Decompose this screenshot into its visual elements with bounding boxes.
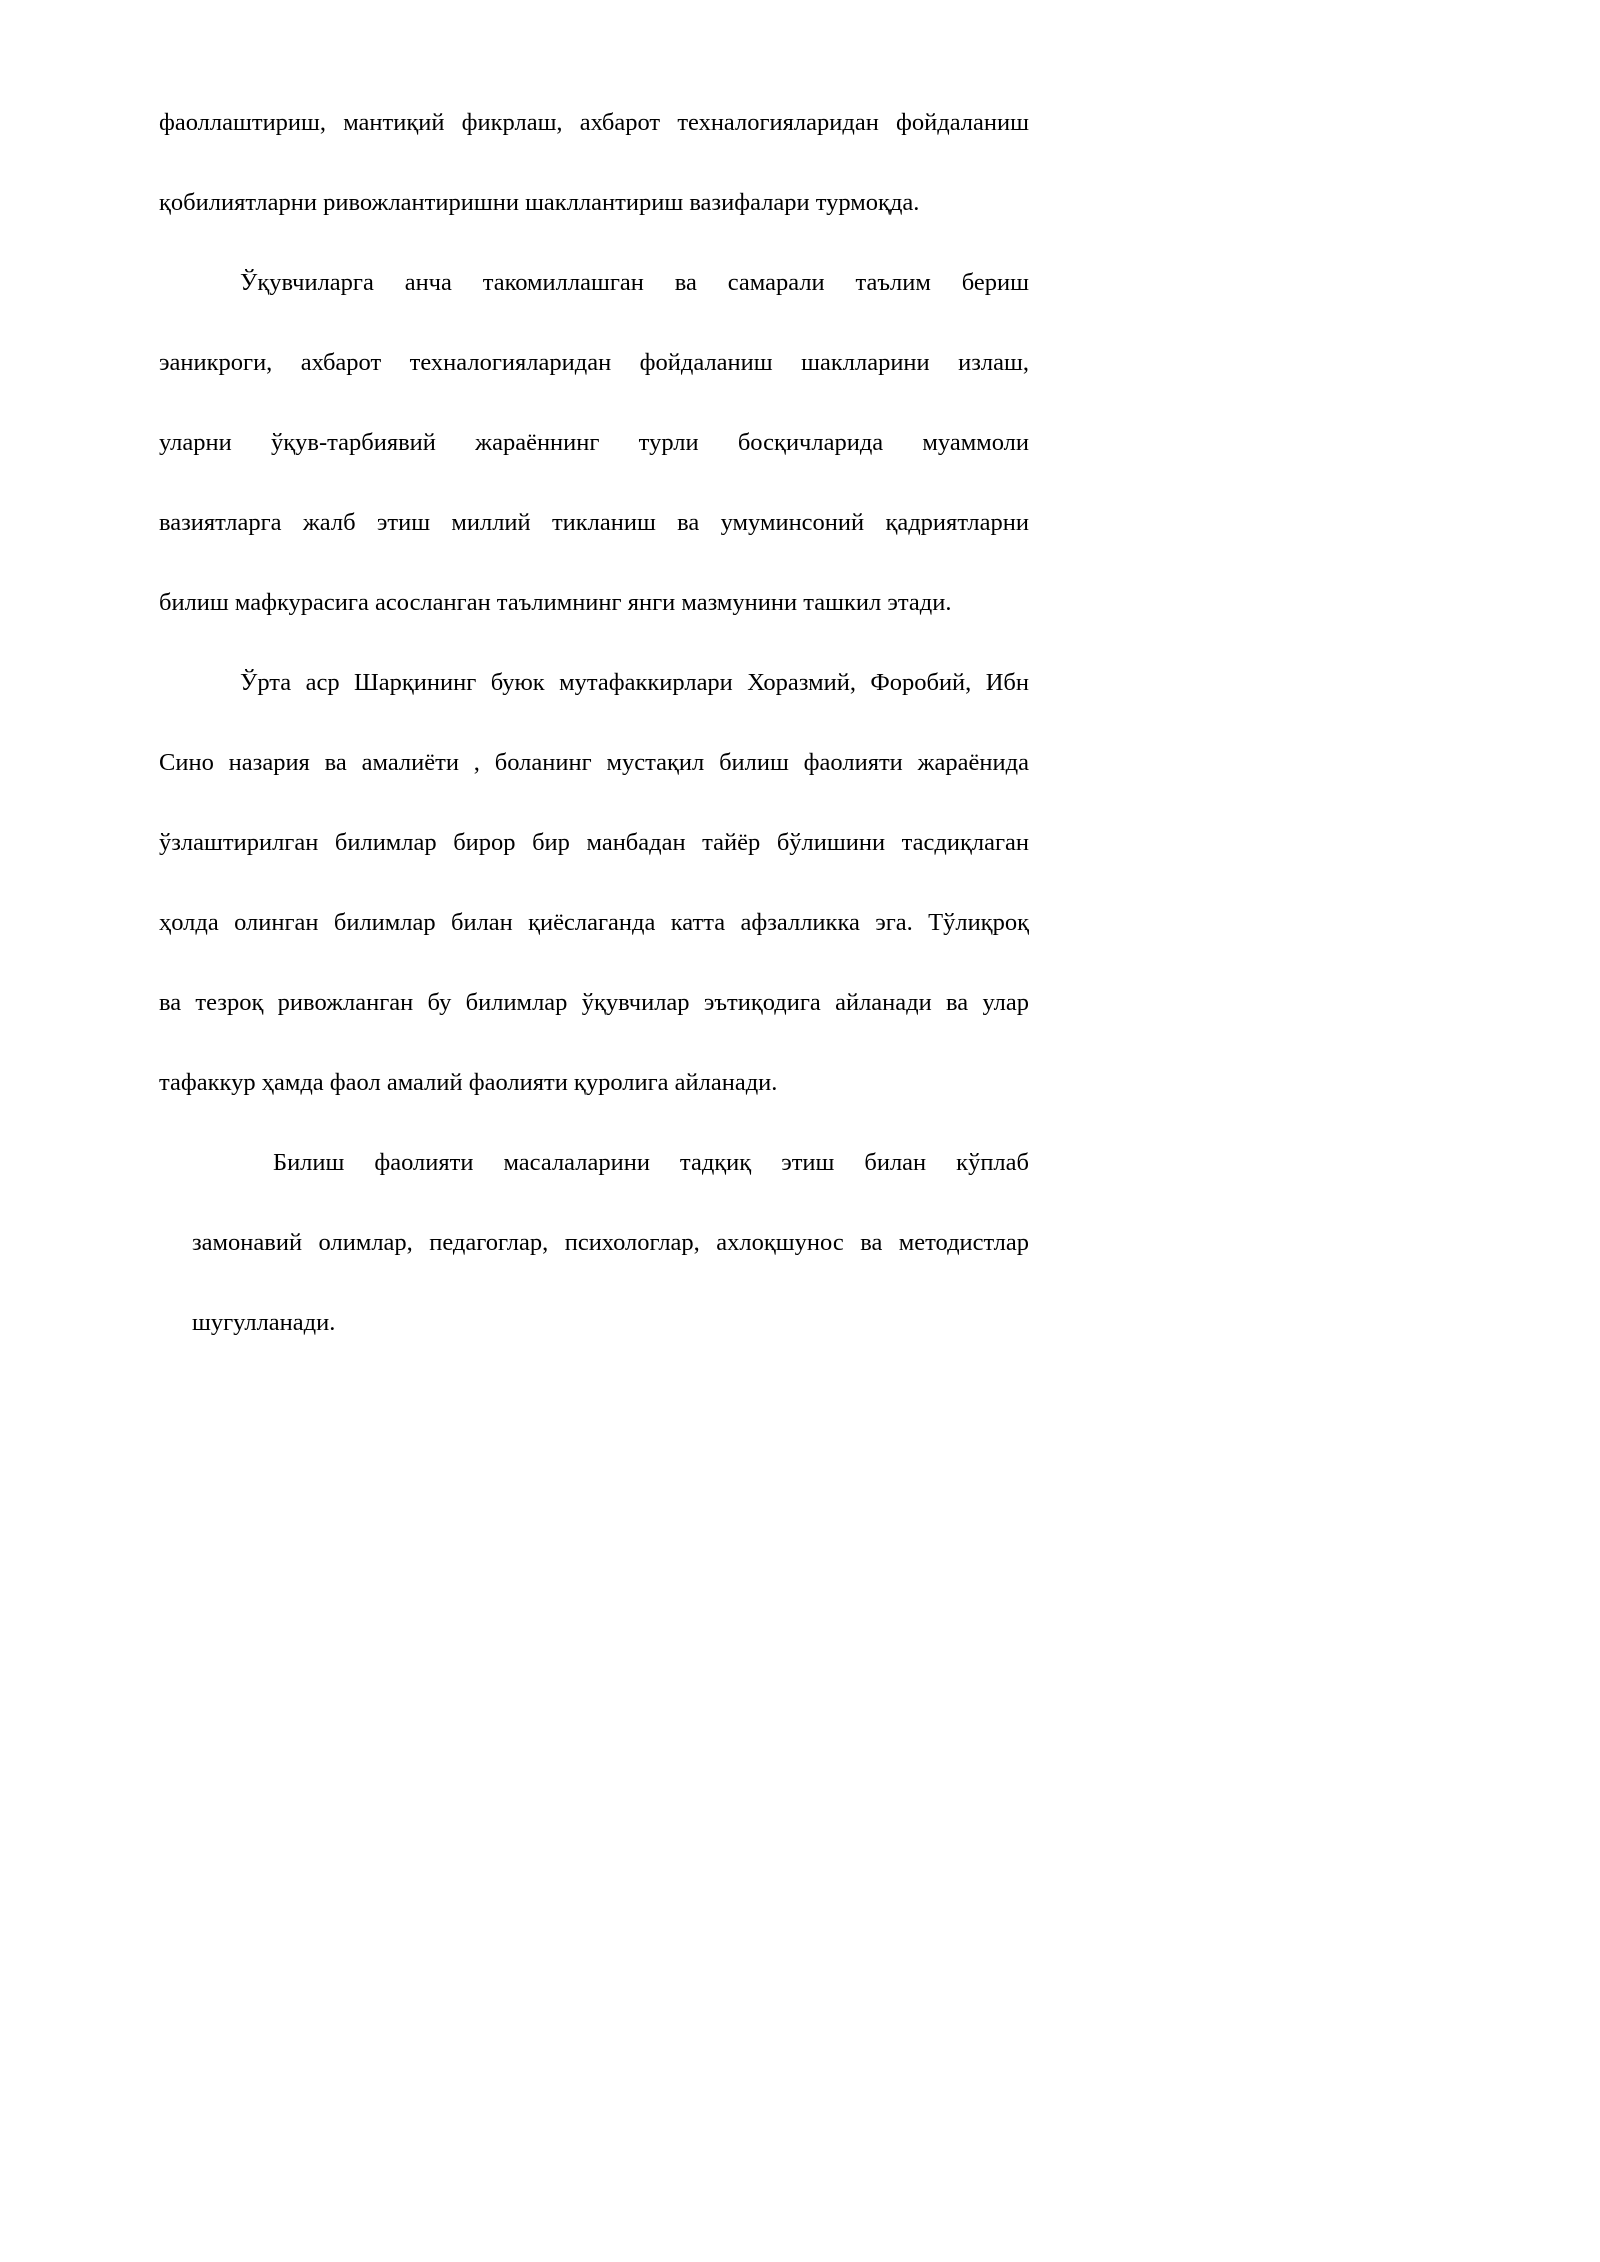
paragraph-4-line-3: шугулланади. [192, 1309, 336, 1336]
paragraph-1-line-1: фаоллаштириш, мантиқий фикрлаш, ахбарот техналогияларидан фойдаланиш [159, 109, 1029, 136]
paragraph-3-line-4: ҳолда олинган билимлар билан қиёслаганда катта афзалликка эга. Тўлиқроқ [159, 909, 1029, 936]
paragraph-2-line-5: билиш мафкурасига асосланган таълимнинг янги мазмунини ташкил этади. [159, 589, 952, 616]
paragraph-1-line-2: қобилиятларни ривожлантиришни шакллантириш вазифалари турмоқда. [159, 189, 920, 216]
paragraph-2-line-2: эаникроги, ахбарот техналогияларидан фойдаланиш шаклларини излаш, [159, 349, 1029, 376]
paragraph-3-line-2: Сино назария ва амалиёти , боланинг мустақил билиш фаолияти жараёнида [159, 749, 1029, 776]
paragraph-3-line-1: Ўрта аср Шарқининг буюк мутафаккирлари Хоразмий, Форобий, Ибн [240, 669, 1029, 696]
paragraph-2-line-4: вазиятларга жалб этиш миллий тикланиш ва умуминсоний қадриятларни [159, 509, 1029, 536]
paragraph-4-line-2: замонавий олимлар, педагоглар, психологлар, ахлоқшунос ва методистлар [192, 1229, 1029, 1256]
paragraph-2-line-3: уларни ўқув-тарбиявий жараённинг турли босқичларида муаммоли [159, 429, 1029, 456]
paragraph-3-line-6: тафаккур ҳамда фаол амалий фаолияти қуролига айланади. [159, 1069, 778, 1096]
paragraph-3-line-3: ўзлаштирилган билимлар бирор бир манбадан тайёр бўлишини тасдиқлаган [159, 829, 1029, 856]
paragraph-4-line-1: Билиш фаолияти масалаларини тадқиқ этиш билан кўплаб [273, 1149, 1029, 1176]
document-page [0, 0, 1103, 1560]
paragraph-2-line-1: Ўқувчиларга анча такомиллашган ва самарали таълим бериш [240, 269, 1029, 296]
paragraph-3-line-5: ва тезроқ ривожланган бу билимлар ўқувчилар эътиқодига айланади ва улар [159, 989, 1029, 1016]
